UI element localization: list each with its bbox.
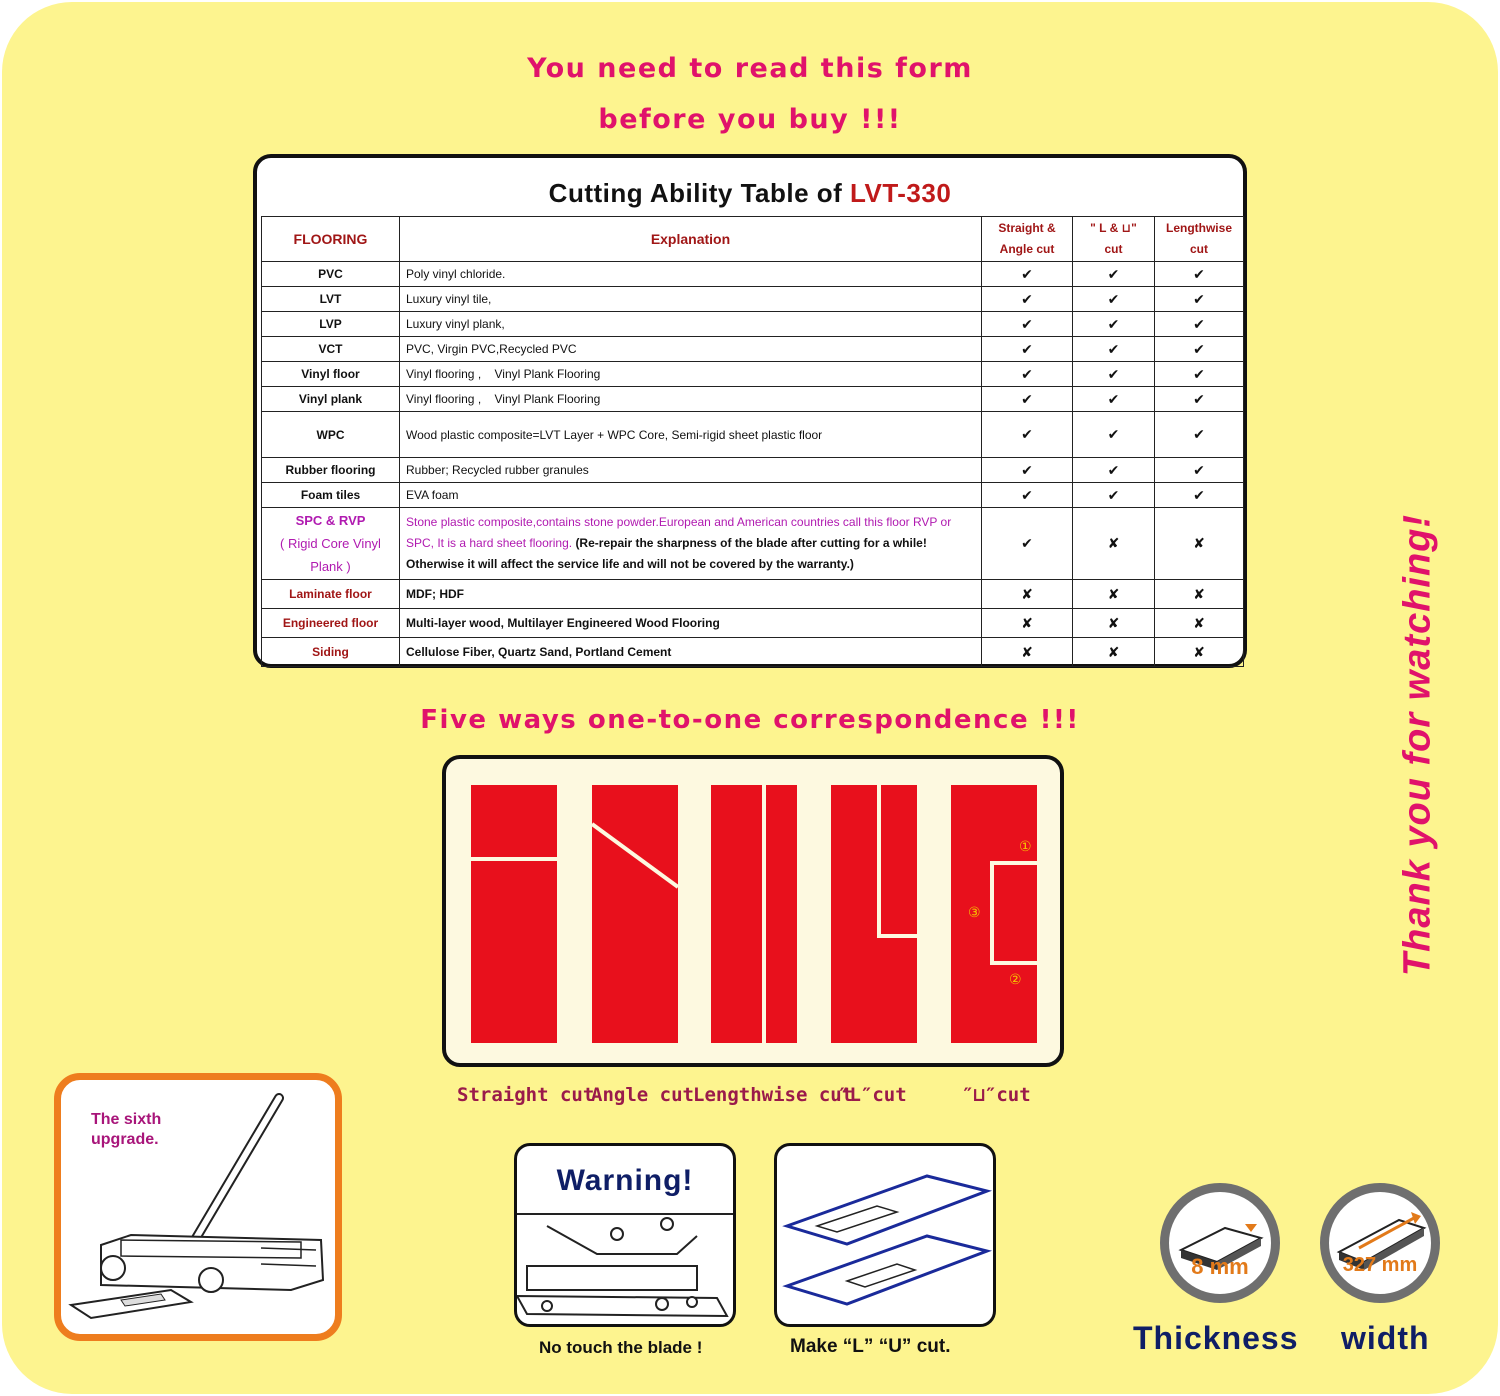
check-icon: ✔ [1155, 412, 1244, 458]
row-name: Laminate floor [262, 580, 400, 609]
check-icon: ✔ [982, 483, 1073, 508]
row-explanation: Multi-layer wood, Multilayer Engineered Wood Flooring [400, 609, 982, 638]
check-icon: ✔ [982, 458, 1073, 483]
cross-icon: ✘ [1073, 609, 1155, 638]
lengthwise-cut-diagram [711, 779, 797, 1043]
table-row [262, 580, 1244, 609]
width-value: 327 mm [1342, 1254, 1418, 1276]
header-explanation: Explanation [400, 217, 982, 262]
check-icon: ✔ [1073, 458, 1155, 483]
check-icon: ✔ [1073, 362, 1155, 387]
row-explanation: EVA foam [400, 483, 982, 508]
angle-cut-diagram [592, 785, 678, 1043]
row-name: PVC [262, 262, 400, 287]
cross-icon: ✘ [1073, 508, 1155, 580]
straight-cut-diagram [471, 785, 557, 1043]
check-icon: ✔ [1155, 262, 1244, 287]
row-name: WPC [262, 412, 400, 458]
table-header-row [262, 217, 1244, 262]
row-explanation: Wood plastic composite=LVT Layer + WPC Core, Semi-rigid sheet plastic floor [400, 412, 982, 458]
check-icon: ✔ [1073, 312, 1155, 337]
check-icon: ✔ [1073, 287, 1155, 312]
table-row [262, 262, 1244, 287]
row-explanation: Rubber; Recycled rubber granules [400, 458, 982, 483]
check-icon: ✔ [1155, 337, 1244, 362]
row-name: Engineered floor [262, 609, 400, 638]
cross-icon: ✘ [982, 580, 1073, 609]
row-name: Rubber flooring [262, 458, 400, 483]
warning-caption: No touch the blade ! [539, 1338, 703, 1357]
check-icon: ✔ [982, 287, 1073, 312]
row-explanation: Vinyl flooring , Vinyl Plank Flooring [400, 387, 982, 412]
check-icon: ✔ [1073, 337, 1155, 362]
check-icon: ✔ [982, 362, 1073, 387]
l-u-cut-panel [774, 1143, 996, 1327]
header-flooring: FLOORING [262, 217, 400, 262]
table-title-prefix: Cutting Ability Table of [548, 178, 851, 208]
five-ways-title: Five ways one-to-one correspondence !!! [420, 705, 1080, 735]
spc-explanation: Stone plastic composite,contains stone powder.European and American countries call this floor RVP or SPC, It is a hard sheet flooring. (Re-repair the sharpness of the blade after cutting for a while! Otherwise it will affect the service life and will not be covered by the warranty.) [400, 508, 982, 580]
label-straight-cut: Straight cut [457, 1084, 595, 1106]
row-name: Vinyl plank [262, 387, 400, 412]
check-icon: ✔ [1155, 483, 1244, 508]
check-icon: ✔ [982, 412, 1073, 458]
headline-line-2: before you buy !!! [598, 104, 902, 135]
table-row [262, 483, 1244, 508]
l-u-caption: Make “L” “U” cut. [790, 1336, 951, 1357]
row-explanation: Cellulose Fiber, Quartz Sand, Portland Cement [400, 638, 982, 667]
marker-one: ① [1019, 839, 1032, 855]
cross-icon: ✘ [982, 638, 1073, 667]
row-name: VCT [262, 337, 400, 362]
thickness-circle [1160, 1183, 1280, 1303]
cross-icon: ✘ [1155, 609, 1244, 638]
table-row [262, 387, 1244, 412]
warning-panel [514, 1143, 736, 1327]
thickness-label: Thickness [1133, 1320, 1299, 1356]
cross-icon: ✘ [1155, 508, 1244, 580]
row-explanation: PVC, Virgin PVC,Recycled PVC [400, 337, 982, 362]
check-icon: ✔ [1155, 387, 1244, 412]
row-explanation: Luxury vinyl plank, [400, 312, 982, 337]
width-icon [1329, 1192, 1431, 1294]
thank-you-text: Thank you for watching! [1396, 513, 1439, 977]
thickness-value: 8 mm [1191, 1254, 1249, 1279]
cutter-machine-icon [61, 1080, 335, 1334]
table-row-spc [262, 508, 1244, 580]
row-name: Foam tiles [262, 483, 400, 508]
table-row [262, 458, 1244, 483]
table-row [262, 412, 1244, 458]
check-icon: ✔ [982, 312, 1073, 337]
header-straight-angle: Straight & Angle cut [982, 217, 1073, 262]
label-lengthwise-cut: Lengthwise cut [693, 1084, 854, 1106]
check-icon: ✔ [1155, 287, 1244, 312]
check-icon: ✔ [1073, 387, 1155, 412]
check-icon: ✔ [1155, 458, 1244, 483]
warning-title: Warning! [556, 1164, 694, 1197]
sixth-upgrade-panel [54, 1073, 342, 1341]
cross-icon: ✘ [1073, 638, 1155, 667]
row-name: LVT [262, 287, 400, 312]
check-icon: ✔ [1073, 483, 1155, 508]
row-name: Vinyl floor [262, 362, 400, 387]
row-name: Siding [262, 638, 400, 667]
label-angle-cut: Angle cut [591, 1084, 694, 1106]
u-cut-diagram [951, 785, 1037, 1043]
row-explanation: Vinyl flooring , Vinyl Plank Flooring [400, 362, 982, 387]
cross-icon: ✘ [1073, 580, 1155, 609]
spc-name: SPC & RVP ( Rigid Core Vinyl Plank ) [262, 508, 400, 580]
width-circle [1320, 1183, 1440, 1303]
cross-icon: ✘ [1155, 580, 1244, 609]
label-l-cut: ″L″cut [838, 1084, 907, 1106]
l-u-cut-icon [777, 1146, 993, 1324]
cut-diagrams-box [442, 755, 1064, 1067]
row-explanation: MDF; HDF [400, 580, 982, 609]
table-title-model: LVT-330 [850, 178, 952, 208]
marker-three: ③ [968, 905, 981, 921]
table-row [262, 638, 1244, 667]
table-body [262, 262, 1244, 667]
check-icon: ✔ [982, 387, 1073, 412]
table-row [262, 609, 1244, 638]
table-title [257, 178, 1243, 209]
blade-warning-icon [517, 1206, 733, 1326]
check-icon: ✔ [982, 337, 1073, 362]
table-row [262, 362, 1244, 387]
table-row [262, 287, 1244, 312]
check-icon: ✔ [1073, 262, 1155, 287]
headline-line-1: You need to read this form [527, 53, 973, 84]
check-icon: ✔ [982, 262, 1073, 287]
cutting-ability-table-box [253, 154, 1247, 668]
row-explanation: Poly vinyl chloride. [400, 262, 982, 287]
header-l-u-cut: " L & ⊔" cut [1073, 217, 1155, 262]
row-explanation: Luxury vinyl tile, [400, 287, 982, 312]
marker-two: ② [1009, 972, 1022, 988]
row-name: LVP [262, 312, 400, 337]
upgrade-text: The sixth upgrade. [91, 1111, 162, 1148]
width-label: width [1341, 1320, 1430, 1356]
cutting-ability-table [261, 216, 1244, 667]
check-icon: ✔ [1155, 312, 1244, 337]
check-icon: ✔ [982, 508, 1073, 580]
check-icon: ✔ [1073, 412, 1155, 458]
cut-diagrams-svg [446, 759, 1060, 1063]
check-icon: ✔ [1155, 362, 1244, 387]
cross-icon: ✘ [982, 609, 1073, 638]
label-u-cut: ″⊔″cut [962, 1084, 1031, 1106]
cross-icon: ✘ [1155, 638, 1244, 667]
l-cut-diagram [831, 785, 917, 1043]
table-row [262, 312, 1244, 337]
table-row [262, 337, 1244, 362]
header-lengthwise: Lengthwise cut [1155, 217, 1244, 262]
